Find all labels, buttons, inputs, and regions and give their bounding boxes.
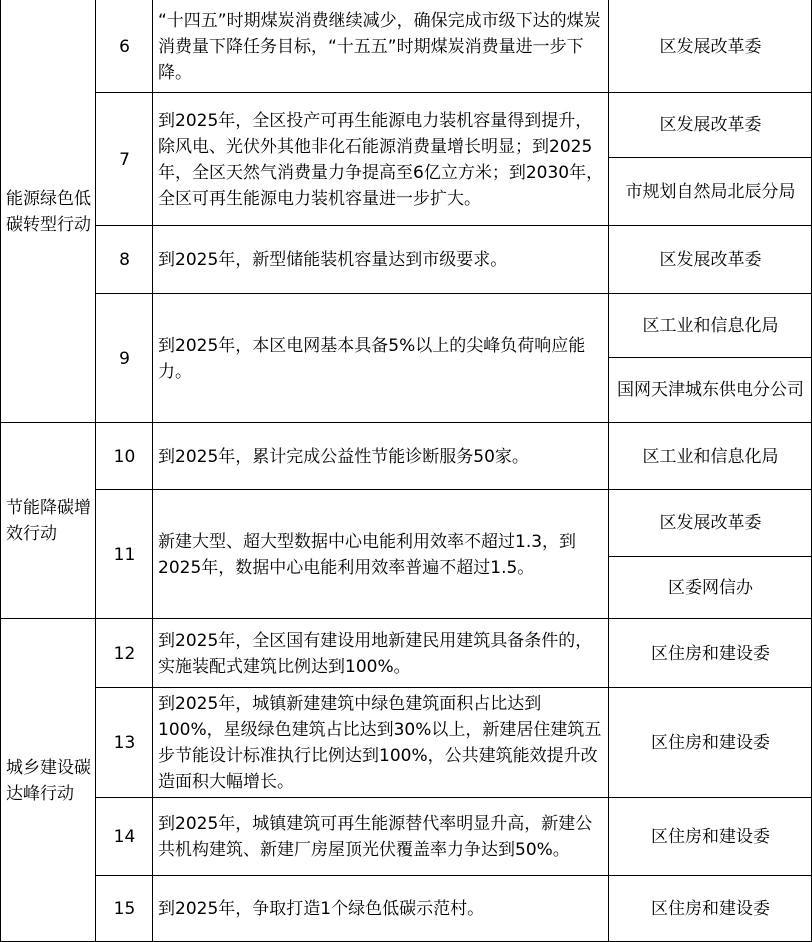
department-cell-text: 区住房和建设委 (651, 827, 770, 847)
row-number-text: 13 (113, 733, 136, 753)
target-text-cell (153, 226, 609, 294)
department-cell-text: 区发展改革委 (659, 250, 762, 270)
target-text-cell (153, 490, 609, 619)
row-number (96, 294, 153, 423)
table-border (95, 0, 96, 942)
department-cell-text: 市规划自然局北辰分局 (625, 181, 796, 202)
row-number (96, 798, 153, 876)
target-text-cell-text: 到2025年，全区国有建设用地新建民用建筑具备条件的，实施装配式建筑比例达到100%。 (158, 630, 593, 677)
target-text-cell-text: 到2025年，城镇建筑可再生能源替代率明显升高，新建公共机构建筑、新建厂房屋顶光伏覆盖率力争达到50%。 (158, 814, 593, 860)
target-text-cell (153, 0, 609, 93)
target-text-cell-text: 新建大型、超大型数据中心电能利用效率不超过1.3，到2025年，数据中心电能利用效率普遍不超过1.5。 (158, 531, 577, 578)
department-cell (609, 798, 812, 876)
table-border (609, 556, 812, 557)
target-text-cell-text: 到2025年，本区电网基本具备5%以上的尖峰负荷响应能力。 (158, 335, 586, 382)
table-border (152, 0, 153, 942)
department-cell-text: 区住房和建设委 (651, 899, 770, 919)
department-cell-text: 区住房和建设委 (651, 643, 770, 664)
department-cell-text: 国网天津城东供电分公司 (617, 380, 804, 400)
target-text-cell (153, 798, 609, 876)
department-cell-text: 区发展改革委 (659, 115, 762, 135)
row-number (96, 226, 153, 294)
target-text-cell-text: 到2025年，累计完成公益性节能诊断服务50家。 (158, 446, 529, 467)
category-cell (0, 423, 96, 619)
department-cell (609, 294, 812, 357)
department-cell (609, 423, 812, 490)
category-cell-text: 能源绿色低碳转型行动 (6, 188, 91, 235)
target-text-cell (153, 423, 609, 490)
department-cell-text: 区工业和信息化局 (642, 315, 779, 336)
target-text-cell (153, 619, 609, 688)
target-text-cell-text: 到2025年，全区投产可再生能源电力装机容量得到提升，除风电、光伏外其他非化石能源消费量增长明显；到2025年，全区天然气消费量力争提高至6亿立方米；到2030年，全区可再生能源电力装机容量进一步扩大。 (158, 110, 604, 209)
department-cell (609, 556, 812, 619)
target-text-cell-text: 到2025年，城镇新建建筑中绿色建筑面积占比达到100%，星级绿色建筑占比达到30%以上，新建居住建筑五步节能设计标准执行比例达到100%，公共建筑能效提升改造面积大幅增长。 (158, 694, 602, 792)
department-cell (609, 688, 812, 798)
target-text-cell-text: “十四五”时期煤炭消费继续减少，确保完成市级下达的煤炭消费量下降任务目标，“十五五”时期煤炭消费量进一步下降。 (158, 10, 601, 83)
row-number-text: 8 (119, 250, 130, 270)
department-cell (609, 226, 812, 294)
row-number (96, 0, 153, 93)
row-number (96, 490, 153, 619)
category-cell (0, 619, 96, 942)
row-number-text: 15 (113, 899, 136, 919)
target-text-cell (153, 93, 609, 226)
target-text-cell (153, 688, 609, 798)
category-cell (0, 0, 96, 423)
department-cell (609, 876, 812, 942)
department-cell-text: 区住房和建设委 (651, 733, 770, 753)
row-number-text: 10 (113, 446, 136, 467)
row-number-text: 11 (113, 544, 136, 565)
target-text-cell-text: 到2025年，争取打造1个绿色低碳示范村。 (158, 899, 485, 919)
department-cell (609, 157, 812, 226)
row-number-text: 7 (119, 149, 130, 170)
department-cell-text: 区发展改革委 (659, 36, 762, 57)
row-number (96, 876, 153, 942)
row-number-text: 14 (113, 827, 136, 847)
row-number (96, 93, 153, 226)
department-cell-text: 区发展改革委 (659, 513, 762, 533)
department-cell (609, 0, 812, 93)
table-border (608, 0, 609, 942)
target-text-cell (153, 876, 609, 942)
table-border (0, 0, 1, 942)
row-number-text: 9 (119, 348, 130, 369)
department-cell (609, 490, 812, 556)
row-number (96, 688, 153, 798)
department-cell (609, 357, 812, 423)
department-cell (609, 93, 812, 157)
category-cell-text: 城乡建设碳达峰行动 (6, 757, 91, 804)
row-number-text: 6 (119, 36, 130, 57)
category-cell-text: 节能降碳增效行动 (6, 498, 91, 544)
row-number (96, 423, 153, 490)
department-cell-text: 区工业和信息化局 (642, 446, 779, 467)
target-text-cell-text: 到2025年，新型储能装机容量达到市级要求。 (158, 250, 508, 270)
department-cell (609, 619, 812, 688)
row-number (96, 619, 153, 688)
row-number-text: 12 (113, 643, 136, 664)
table-border (609, 157, 812, 158)
department-cell-text: 区委网信办 (668, 577, 753, 598)
table-border (609, 357, 812, 358)
target-text-cell (153, 294, 609, 423)
